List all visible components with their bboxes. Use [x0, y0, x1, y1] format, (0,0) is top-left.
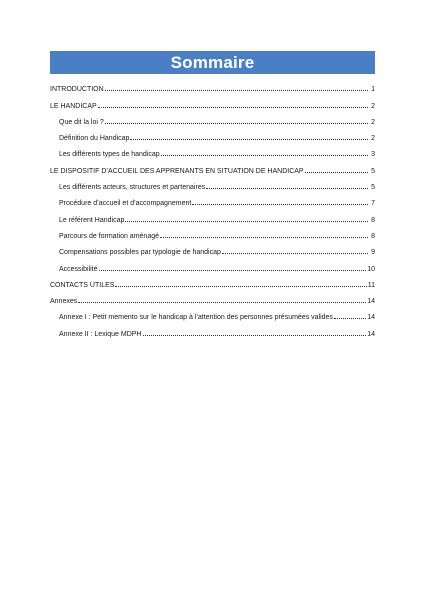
toc-entry-page: 10: [367, 265, 375, 273]
toc-entry[interactable]: [50, 192, 375, 208]
toc-entry-label: INTRODUCTION: [50, 86, 104, 94]
dot-leader: [305, 172, 368, 173]
toc-entry[interactable]: [50, 290, 375, 306]
toc-entry-page: 9: [371, 249, 375, 257]
toc-entry-page: 2: [371, 135, 375, 143]
toc-entry-page: 8: [371, 216, 375, 224]
toc-entry-label: Les différents types de handicap: [59, 151, 160, 159]
dot-leader: [192, 204, 368, 205]
dot-leader: [143, 335, 367, 336]
toc-entry[interactable]: [50, 322, 375, 338]
toc-entry[interactable]: [50, 111, 375, 127]
dot-leader: [105, 123, 368, 124]
toc-entry-page: 14: [367, 298, 375, 306]
toc-entry[interactable]: [50, 127, 375, 143]
dot-leader: [130, 139, 368, 140]
toc-entry-label: Parcours de formation aménagé: [59, 232, 159, 240]
dot-leader: [99, 270, 367, 271]
toc-entry-label: Les différents acteurs, structures et partenaires: [59, 184, 206, 192]
toc-entry[interactable]: [50, 176, 375, 192]
toc-entry[interactable]: [50, 143, 375, 159]
toc-entry[interactable]: [50, 241, 375, 257]
page-title: Sommaire: [170, 53, 255, 72]
toc-entry[interactable]: [50, 225, 375, 241]
toc-entry-label: LE HANDICAP: [50, 102, 97, 110]
dot-leader: [222, 253, 368, 254]
toc-entry-page: 8: [371, 232, 375, 240]
toc-entry[interactable]: [50, 159, 375, 175]
dot-leader: [98, 107, 368, 108]
toc-entry-label: Le référent Handicap: [59, 216, 125, 224]
dot-leader: [334, 318, 366, 319]
toc-entry-label: Que dit la loi ?: [59, 118, 104, 126]
toc-entry[interactable]: [50, 274, 375, 290]
toc-entry-label: Définition du Handicap: [59, 135, 130, 143]
toc-entry-label: Procédure d’accueil et d’accompagnement: [59, 200, 192, 208]
dot-leader: [125, 221, 368, 222]
dot-leader: [78, 302, 366, 303]
toc-entry-page: 1: [371, 86, 375, 94]
toc-entry-label: Annexes: [50, 298, 78, 306]
toc-entry-page: 14: [367, 314, 375, 322]
toc-entry-page: 3: [371, 151, 375, 159]
toc-entry-label: CONTACTS UTILES: [50, 281, 115, 289]
dot-leader: [115, 286, 366, 287]
toc-entry-page: 2: [371, 118, 375, 126]
toc-entry[interactable]: [50, 208, 375, 224]
toc-entry-page: 5: [371, 184, 375, 192]
toc-entry[interactable]: [50, 94, 375, 110]
toc-entry-label: Compensations possibles par typologie de handicap: [59, 249, 221, 257]
dot-leader: [206, 188, 368, 189]
toc-entry-page: 11: [367, 281, 375, 289]
dot-leader: [105, 90, 368, 91]
toc-entry-page: 5: [371, 167, 375, 175]
toc-entry-label: Annexe I : Petit memento sur le handicap à l’attention des personnes présumées valides: [59, 314, 333, 322]
toc-entry-label: LE DISPOSITIF D’ACCUEIL DES APPRENANTS EN SITUATION DE HANDICAP: [50, 167, 304, 175]
toc-entry-label: Annexe II : Lexique MDPH: [59, 330, 142, 338]
dot-leader: [161, 155, 368, 156]
toc-entry-page: 2: [371, 102, 375, 110]
dot-leader: [160, 237, 368, 238]
title-banner: [50, 51, 375, 74]
toc-entry[interactable]: [50, 78, 375, 94]
toc-entry-page: 7: [371, 200, 375, 208]
toc-entry[interactable]: [50, 257, 375, 273]
toc-entry[interactable]: [50, 306, 375, 322]
table-of-contents: [50, 78, 375, 339]
toc-entry-page: 14: [367, 330, 375, 338]
toc-entry-label: Accessibilité: [59, 265, 98, 273]
